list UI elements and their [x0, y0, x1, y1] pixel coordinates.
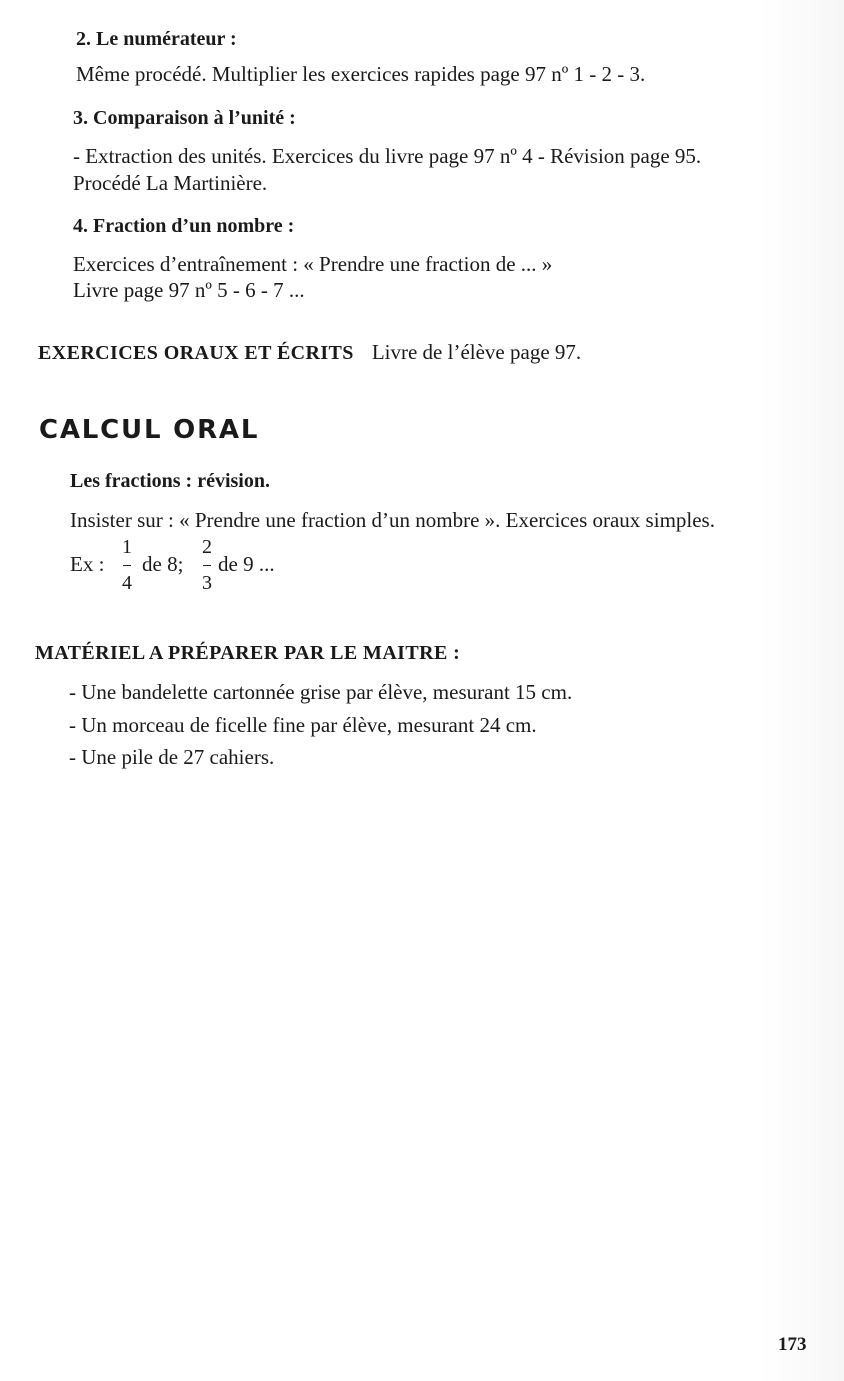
- calcul-oral-subheading: Les fractions : révision.: [70, 470, 270, 492]
- fraction-2-numerator: 2: [202, 536, 212, 558]
- example-prefix: Ex :: [70, 552, 105, 576]
- fraction-1-denominator: 4: [122, 572, 132, 594]
- heading-numerateur: 2. Le numérateur :: [76, 28, 237, 50]
- example-suffix: de 9 ...: [218, 552, 275, 576]
- materiel-item: - Une bandelette cartonnée grise par élève, mesurant 15 cm.: [69, 680, 573, 704]
- page-number: 173: [778, 1334, 807, 1355]
- exercices-label: EXERCICES ORAUX ET ÉCRITS: [38, 342, 354, 364]
- exercices-line: [38, 340, 581, 365]
- calcul-oral-text: Insister sur : « Prendre une fraction d’un nombre ». Exercices oraux simples.: [70, 508, 715, 532]
- heading-comparaison: 3. Comparaison à l’unité :: [73, 107, 296, 129]
- fraction-1-numerator: 1: [122, 536, 132, 558]
- fraction-2-denominator: 3: [202, 572, 212, 594]
- fraction-2-bar: [203, 565, 211, 566]
- calcul-oral-title: CALCUL ORAL: [39, 415, 260, 445]
- heading-fraction-nombre: 4. Fraction d’un nombre :: [73, 215, 295, 237]
- materiel-item: - Une pile de 27 cahiers.: [69, 745, 275, 769]
- example-mid: de 8;: [142, 552, 184, 576]
- exercices-text: Livre de l’élève page 97.: [371, 340, 582, 364]
- numerateur-text: Même procédé. Multiplier les exercices rapides page 97 nº 1 - 2 - 3.: [76, 62, 646, 86]
- materiel-item: - Un morceau de ficelle fine par élève, mesurant 24 cm.: [69, 713, 537, 737]
- fraction-nombre-text-1: Exercices d’entraînement : « Prendre une fraction de ... »: [73, 252, 553, 276]
- comparaison-text-1: - Extraction des unités. Exercices du livre page 97 nº 4 - Révision page 95.: [73, 144, 702, 168]
- fraction-1-bar: [123, 565, 131, 566]
- materiel-heading: MATÉRIEL A PRÉPARER PAR LE MAITRE :: [35, 642, 461, 664]
- fraction-nombre-text-2: Livre page 97 nº 5 - 6 - 7 ...: [73, 278, 305, 302]
- comparaison-text-2: Procédé La Martinière.: [73, 171, 268, 195]
